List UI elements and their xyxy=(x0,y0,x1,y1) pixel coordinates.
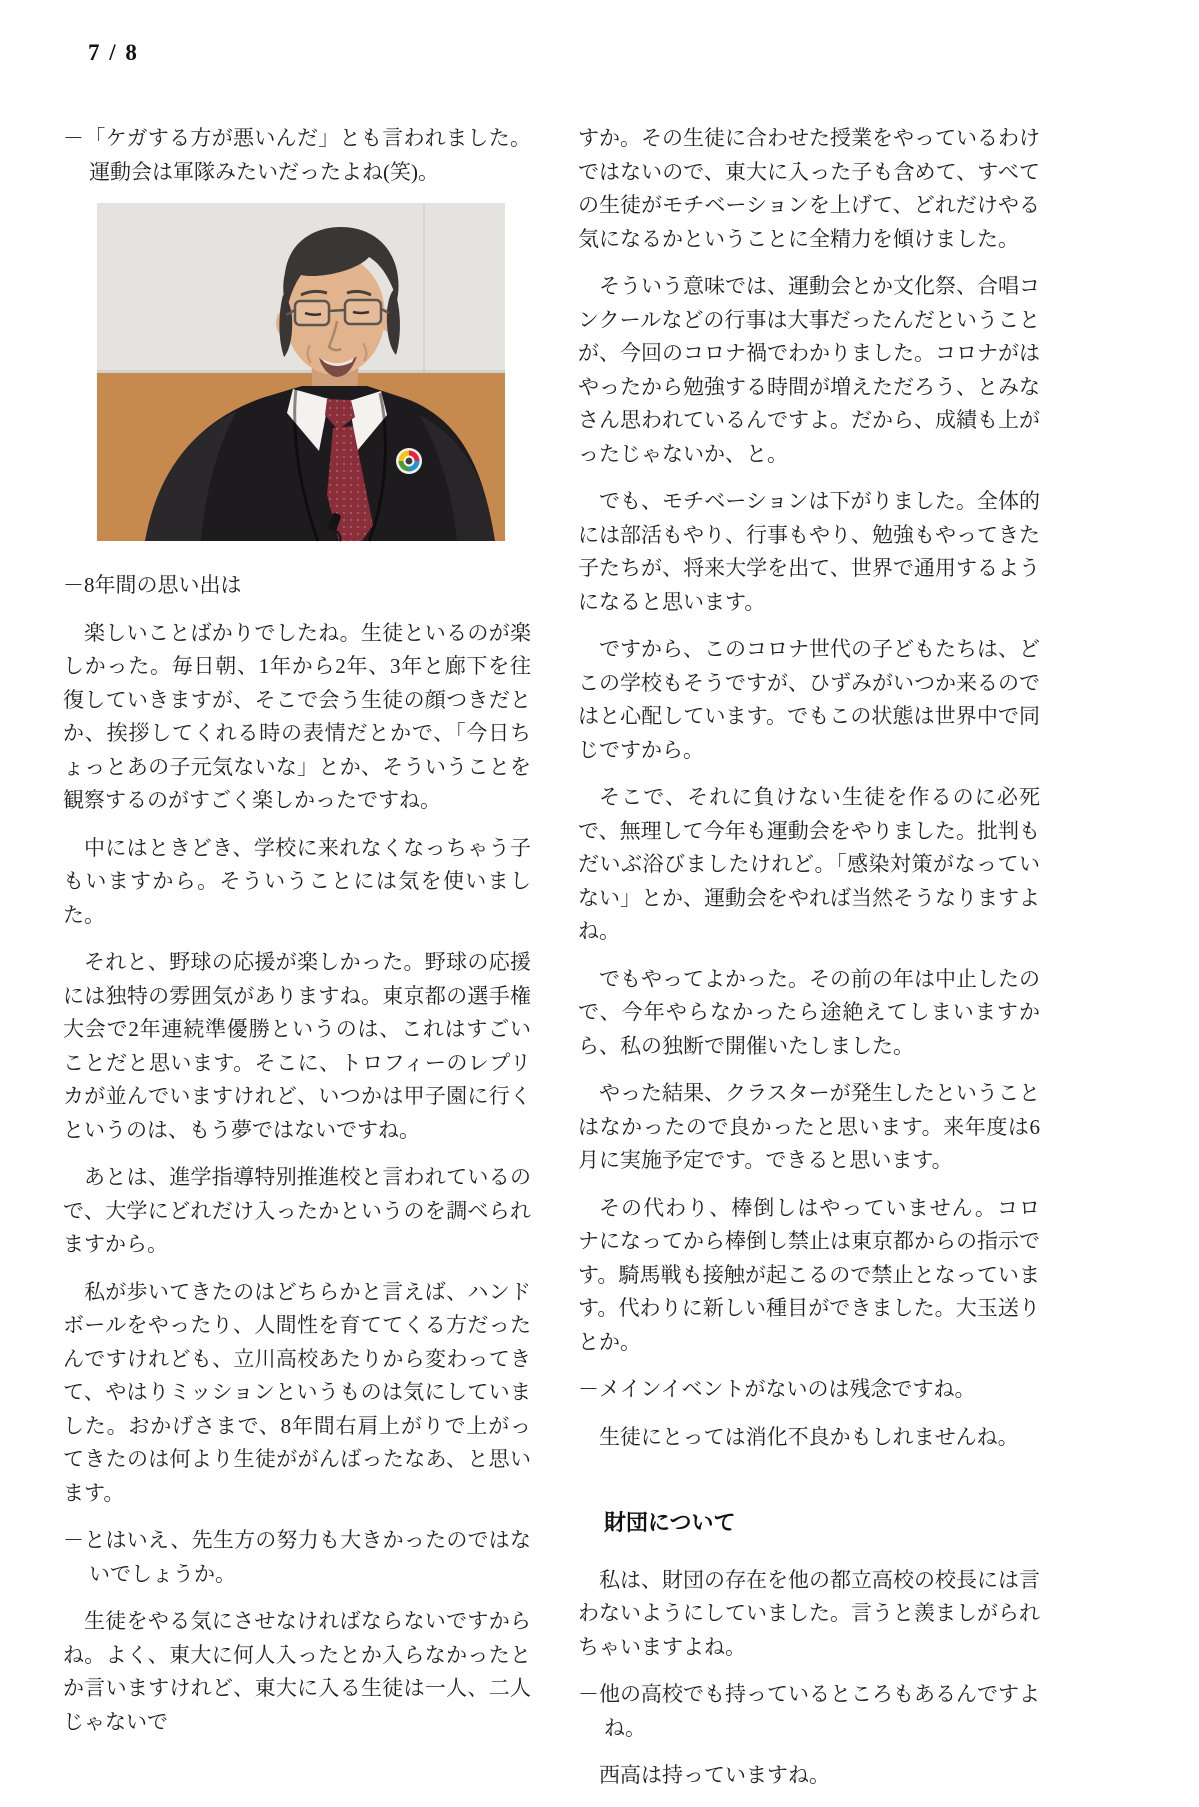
interviewee-answer: 西高は持っていますね。 xyxy=(599,1763,830,1787)
section-heading: 財団について xyxy=(604,1510,736,1535)
interviewer-question: －とはいえ、先生方の努力も大きかったのではないでしょうか。 xyxy=(63,1528,531,1586)
page-number: 7 / 8 xyxy=(88,40,139,65)
interviewee-answer: 中にはときどき、学校に来れなくなっちゃう子もいますから。そういうことには気を使いました。 xyxy=(63,835,531,927)
interviewee-answer: 生徒をやる気にさせなければならないですからね。よく、東大に何人入ったとか入らなかったとか言いますけれど、東大に入る生徒は一人、二人じゃないで xyxy=(63,1609,531,1734)
interviewer-question: －メインイベントがないのは残念ですね。 xyxy=(578,1377,976,1401)
interviewee-answer: やった結果、クラスターが発生したということはなかったので良かったと思います。来年度は6月に実施予定です。できると思います。 xyxy=(578,1081,1040,1172)
interviewer-question: －「ケガする方が悪いんだ」とも言われました。運動会は軍隊みたいだったよね(笑)。 xyxy=(63,126,531,184)
interviewer-question: －他の高校でも持っているところもあるんですよね。 xyxy=(578,1682,1040,1740)
interviewee-photo-illustration xyxy=(97,203,505,541)
interviewer-question: －8年間の思い出は xyxy=(63,573,242,597)
interviewee-answer: 私が歩いてきたのはどちらかと言えば、ハンドボールをやったり、人間性を育ててくる方だったんですけれども、立川高校あたりから変わってきて、やはりミッションというものは気にしていました。おかげさまで、8年間右肩上がりで上がってきたのは何より生徒ががんばったなあ、と思います。 xyxy=(63,1279,531,1505)
interviewee-photo xyxy=(97,203,505,541)
interviewee-answer: その代わり、棒倒しはやっていません。コロナになってから棒倒し禁止は東京都からの指示です。騎馬戦も接触が起こるので禁止となっています。代わりに新しい種目ができました。大玉送りとか。 xyxy=(578,1195,1040,1354)
interviewee-answer: 楽しいことばかりでしたね。生徒といるのが楽しかった。毎日朝、1年から2年、3年と廊下を往復していきますが、そこで会う生徒の顔つきだとか、挨拶してくれる時の表情だとかで、「今日ちょっとあの子元気ないな」とか、そういうことを観察するのがすごく楽しかったですね。 xyxy=(63,620,531,812)
interviewee-answer: ですから、このコロナ世代の子どもたちは、どこの学校もそうですが、ひずみがいつか来るのではと心配しています。でもこの状態は世界中で同じですから。 xyxy=(578,637,1040,762)
interviewee-answer: それと、野球の応援が楽しかった。野球の応援には独特の雰囲気がありますね。東京都の選手権大会で2年連続準優勝というのは、これはすごいことだと思います。そこに、トロフィーのレプリカが並んでいますけれど、いつかは甲子園に行くというのは、もう夢ではないですね。 xyxy=(63,950,531,1142)
interviewee-answer: あとは、進学指導特別推進校と言われているので、大学にどれだけ入ったかというのを調べられますから。 xyxy=(63,1165,531,1256)
interviewee-answer-continuation: すか。その生徒に合わせた授業をやっているわけではないので、東大に入った子も含めて、すべての生徒がモチベーションを上げて、どれだけやる気になるかということに全精力を傾けました。 xyxy=(578,126,1040,251)
interviewee-answer: でもやってよかった。その前の年は中止したので、今年やらなかったら途絶えてしまいますから、私の独断で開催いたしました。 xyxy=(578,966,1040,1058)
interviewee-answer: 私は、財団の存在を他の都立高校の校長には言わないようにしていました。言うと羨ましがられちゃいますよね。 xyxy=(578,1567,1040,1659)
interviewee-answer: そこで、それに負けない生徒を作るのに必死で、無理して今年も運動会をやりました。批判もだいぶ浴びましたけれど。「感染対策がなっていない」とか、運動会をやれば当然そうなりますよね。 xyxy=(578,785,1040,943)
interviewee-answer: でも、モチベーションは下がりました。全体的には部活もやり、行事もやり、勉強もやってきた子たちが、将来大学を出て、世界で通用するようになると思います。 xyxy=(578,489,1040,614)
interviewee-answer: 生徒にとっては消化不良かもしれませんね。 xyxy=(599,1424,1019,1449)
interviewee-answer: そういう意味では、運動会とか文化祭、合唱コンクールなどの行事は大事だったんだということが、今回のコロナ禍でわかりました。コロナがはやったから勉強する時間が増えただろう、とみなさん思われているんですよ。だから、成績も上がったじゃないか、と。 xyxy=(578,274,1040,466)
left-column xyxy=(63,122,531,1753)
right-column xyxy=(578,122,1040,1807)
